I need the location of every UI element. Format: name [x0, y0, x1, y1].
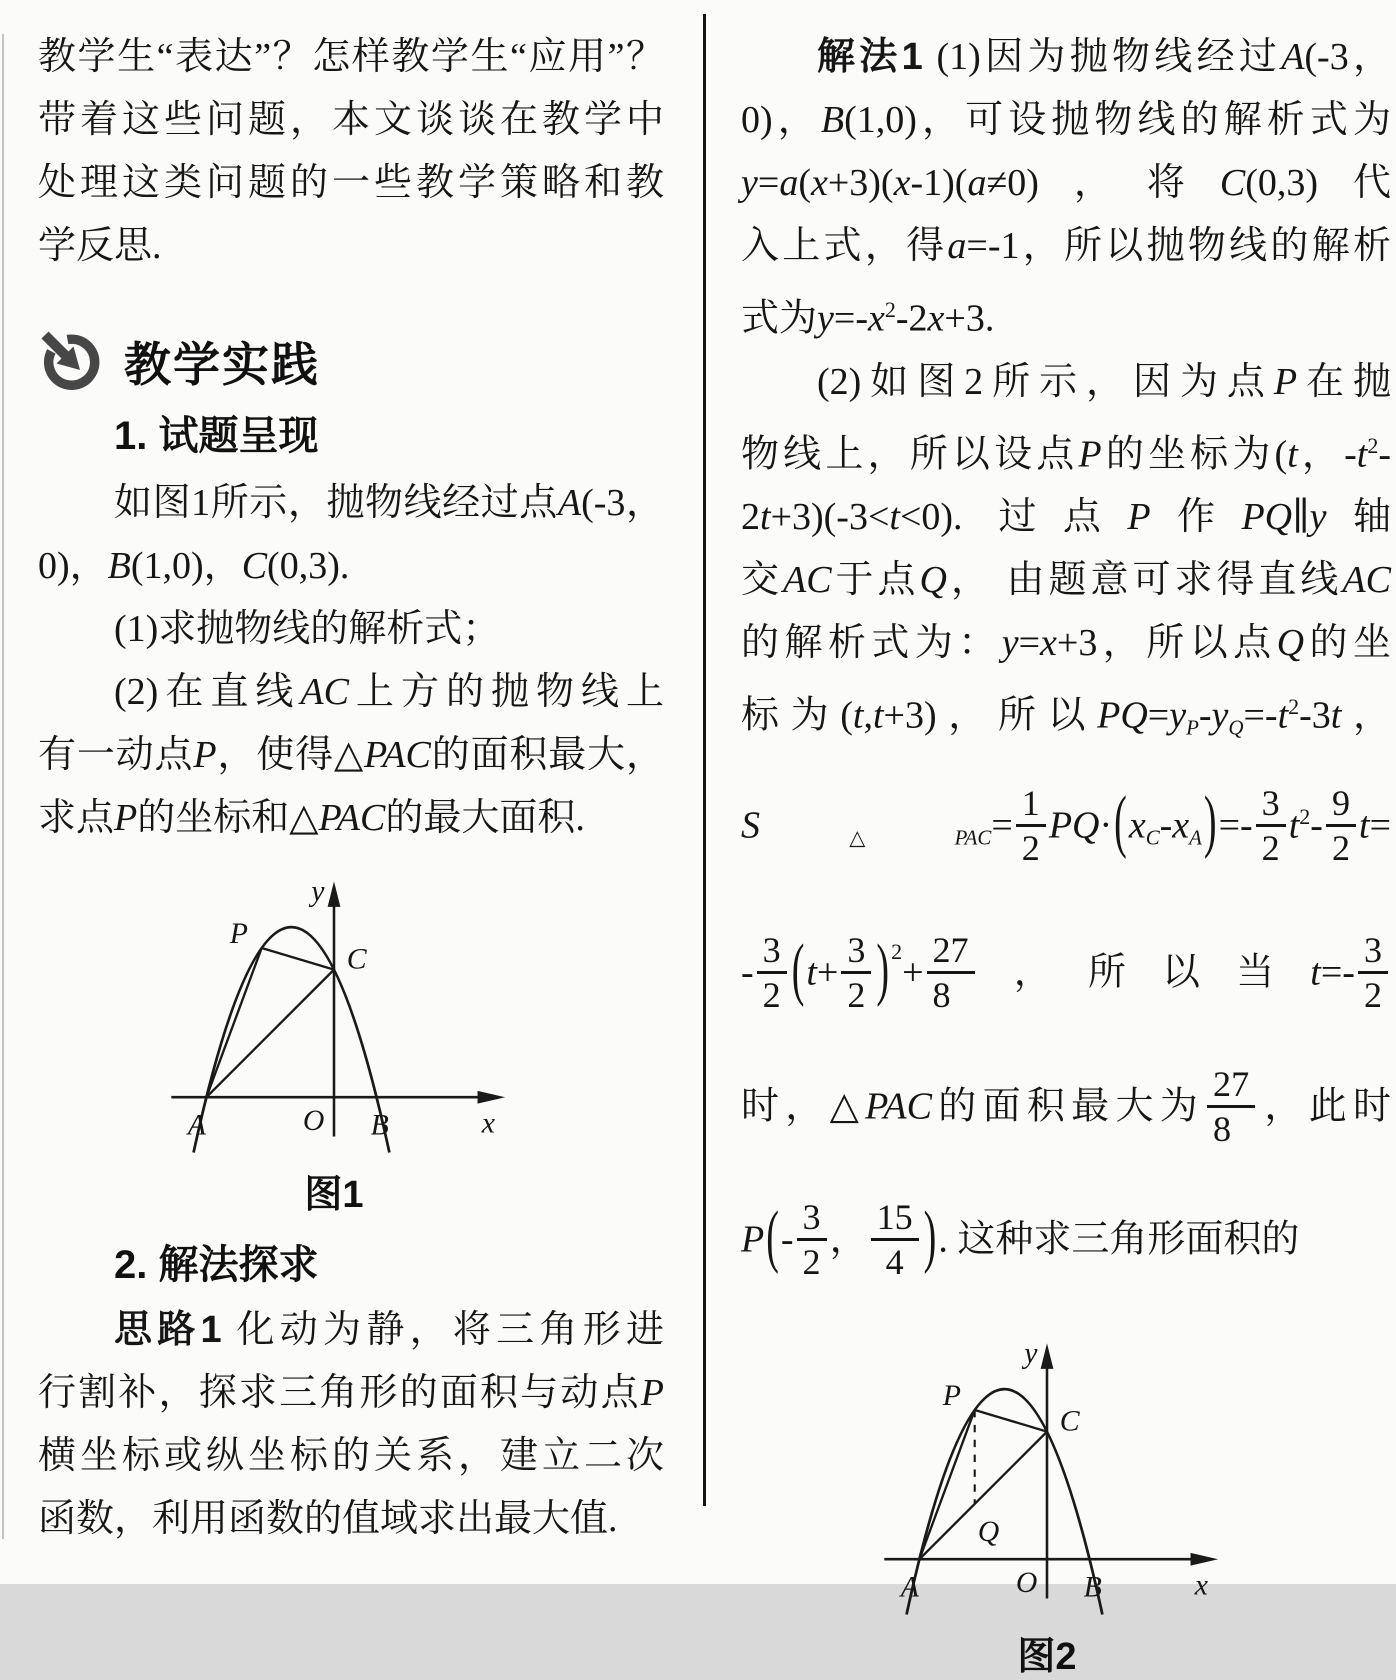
text-line — [38, 1425, 664, 1488]
math-variable: PAC — [364, 734, 431, 776]
text-line — [741, 549, 1391, 612]
math-variable: y — [1169, 694, 1187, 737]
math-variable: t — [1288, 804, 1300, 847]
text-run: (0,3)代 — [1245, 162, 1391, 204]
math-superscript: 2 — [884, 297, 896, 322]
math-big-paren: ) — [1203, 783, 1217, 862]
text-run: · — [1099, 804, 1113, 847]
text-line — [38, 724, 664, 787]
math-variable: P — [1127, 496, 1151, 539]
text-run: ，所以当 — [977, 951, 1311, 994]
math-variable: S — [741, 804, 760, 847]
text-run: 如图1所示，抛物线经过点 — [114, 482, 558, 524]
text-line — [741, 26, 1391, 89]
fraction-numerator: 3 — [802, 1197, 821, 1238]
text-run: ， — [829, 1218, 868, 1261]
fraction-numerator: 3 — [1261, 782, 1280, 823]
text-run: ， 由题意可求得直线 — [947, 559, 1343, 602]
text-line — [38, 598, 664, 661]
column-divider — [703, 14, 706, 1506]
text-line — [741, 895, 1391, 1042]
text-run: ∥ — [1292, 496, 1310, 539]
fraction-numerator: 3 — [1363, 930, 1382, 971]
label-P: P — [942, 1378, 961, 1412]
text-run: (1)求抛物线的解析式； — [114, 608, 501, 650]
math-variable: t — [872, 694, 884, 737]
text-run: ， — [1341, 694, 1391, 737]
text-run: - — [780, 1218, 794, 1261]
text-run: 作 — [1150, 496, 1242, 539]
text-run: = — [1018, 622, 1041, 665]
text-run: -2 — [895, 297, 928, 340]
page-edge-artifact — [2, 34, 4, 1539]
fraction-numerator: 9 — [1331, 782, 1350, 823]
subheading-2: 2. 解法探求 — [114, 1243, 319, 1287]
text-line — [38, 89, 664, 152]
text-line — [741, 414, 1391, 487]
math-variable: C — [1219, 162, 1246, 204]
math-variable: P — [193, 734, 217, 776]
math-variable: x — [1040, 622, 1057, 665]
math-variable: PQ — [1241, 496, 1293, 539]
math-variable: Q — [1276, 622, 1305, 665]
x-axis-arrow — [478, 1091, 506, 1104]
text-run: (2)在直线 — [114, 671, 301, 713]
bold-run: 思路1 — [114, 1309, 222, 1351]
math-fraction — [927, 931, 975, 1015]
text-run: - — [1198, 694, 1212, 737]
text-run: (1)因为抛物线经过 — [922, 36, 1282, 78]
text-run: 的坐标为( — [1101, 433, 1288, 476]
math-subscript: Q — [1228, 715, 1244, 740]
math-fraction — [1358, 931, 1388, 1015]
text-run: +3)(-3< — [770, 496, 890, 539]
math-fraction — [1207, 1065, 1255, 1149]
text-run: 0)， — [38, 545, 108, 587]
text-line — [741, 1176, 1391, 1310]
math-big-paren: ( — [791, 930, 805, 1009]
text-line — [741, 1043, 1391, 1177]
math-variable: PAC — [865, 1085, 932, 1128]
label-Q: Q — [977, 1514, 1000, 1548]
math-variable: t — [1359, 804, 1370, 847]
text-run: - — [741, 951, 754, 994]
text-run: = — [1147, 694, 1170, 737]
text-line — [38, 1488, 664, 1551]
text-run: (-3， — [1304, 36, 1392, 78]
fraction-numerator: 15 — [876, 1197, 913, 1238]
label-O: O — [1015, 1565, 1038, 1599]
text-run: +3. — [944, 297, 995, 340]
math-variable: t — [806, 951, 817, 994]
math-big-paren: ) — [876, 930, 890, 1009]
label-C: C — [346, 942, 367, 976]
math-variable: x — [1128, 804, 1146, 847]
math-variable: P — [1273, 360, 1298, 403]
text-line — [741, 612, 1391, 675]
math-fraction — [1326, 784, 1356, 868]
math-variable: t — [1310, 951, 1321, 994]
text-run: 的面积最大， — [430, 734, 664, 776]
text-run: = — [1369, 804, 1391, 847]
text-run: - — [1159, 804, 1173, 847]
label-x: x — [1194, 1568, 1208, 1602]
fraction-numerator: 27 — [1213, 1063, 1250, 1104]
text-run: 0)， — [741, 99, 821, 141]
fraction-denominator: 4 — [871, 1238, 919, 1281]
text-run: 式为 — [741, 297, 818, 340]
idea-paragraph — [38, 1299, 664, 1551]
text-run: =- — [1218, 804, 1253, 847]
text-run: <0). 过点 — [899, 496, 1128, 539]
text-line — [741, 152, 1391, 215]
text-line — [741, 278, 1391, 351]
math-variable: AC — [783, 559, 832, 602]
text-run: -3 — [1299, 694, 1331, 737]
fraction-denominator: 8 — [1207, 1105, 1255, 1148]
bold-run: 解法1 — [817, 36, 923, 78]
text-run: ，使得△ — [216, 734, 365, 776]
figure-1-plot — [116, 858, 552, 1161]
label-C: C — [1059, 1404, 1080, 1438]
math-variable: y — [741, 162, 758, 204]
text-run: =- — [1243, 694, 1278, 737]
text-run: - — [1310, 804, 1323, 847]
label-B: B — [370, 1108, 389, 1142]
math-variable: t — [1287, 433, 1298, 476]
math-big-paren: ) — [923, 1197, 937, 1276]
math-variable: y — [1309, 496, 1327, 539]
math-variable: t — [889, 496, 900, 539]
fraction-numerator: 3 — [762, 930, 781, 971]
text-line — [38, 661, 664, 724]
text-run: +3)，所以 — [883, 694, 1098, 737]
text-run: =-1，所以抛物线的解析 — [966, 225, 1391, 267]
fraction-denominator: 2 — [1256, 824, 1286, 867]
figure-2-caption: 图2 — [1017, 1635, 1077, 1678]
text-run: 上方的抛物线上 — [348, 671, 664, 713]
text-line — [38, 26, 664, 89]
text-run: 的坐标和△ — [137, 797, 319, 839]
fraction-denominator: 2 — [757, 971, 787, 1014]
math-variable: t — [1356, 433, 1368, 476]
label-y: y — [1024, 1336, 1038, 1370]
label-B: B — [1083, 1570, 1102, 1604]
math-variable: a — [947, 225, 967, 267]
fraction-denominator: 2 — [1358, 971, 1388, 1014]
math-fraction — [1016, 784, 1046, 868]
text-run: 轴 — [1326, 496, 1391, 539]
text-line — [741, 486, 1391, 549]
text-line — [741, 760, 1391, 896]
segment-AP — [206, 948, 261, 1097]
text-run: 的解析式为： — [741, 622, 1002, 665]
math-variable: C — [241, 545, 268, 587]
math-variable: B — [820, 99, 845, 141]
figure-1 — [116, 858, 552, 1218]
math-variable: Q — [919, 559, 947, 602]
text-run: 学反思. — [38, 225, 162, 267]
text-run: ( — [798, 162, 811, 204]
text-run: = — [991, 804, 1013, 847]
fraction-numerator: 1 — [1021, 782, 1040, 823]
text-line — [38, 787, 664, 850]
figure-2 — [829, 1320, 1265, 1680]
text-run: -1)( — [910, 162, 968, 204]
text-run: , — [863, 694, 873, 737]
math-variable: t — [1277, 694, 1289, 737]
math-fraction — [1256, 784, 1286, 868]
text-run: ≠0)，将 — [986, 162, 1220, 204]
math-variable: t — [1330, 694, 1342, 737]
math-variable: x — [927, 297, 945, 340]
math-variable: x — [1172, 804, 1190, 847]
math-superscript: 2 — [1288, 694, 1300, 720]
x-axis-arrow — [1191, 1553, 1219, 1566]
text-run: =- — [833, 297, 868, 340]
math-subscript: C — [1145, 825, 1160, 849]
math-variable: P — [640, 1372, 664, 1414]
text-run: (2)如图2所示，因为点 — [817, 360, 1274, 403]
fraction-denominator: 2 — [1016, 824, 1046, 867]
math-superscript: 2 — [1299, 803, 1311, 829]
fraction-denominator: 2 — [841, 971, 871, 1014]
math-variable: x — [867, 297, 885, 340]
math-variable: y — [817, 297, 834, 340]
label-P: P — [229, 917, 248, 951]
fraction-numerator: 3 — [847, 930, 866, 971]
text-run: 处理这类问题的一些教学策略和教 — [38, 162, 664, 204]
text-run: . 这种求三角形面积的 — [938, 1218, 1300, 1261]
segment-AP — [919, 1410, 974, 1559]
math-variable: AC — [1342, 559, 1391, 602]
text-run: + — [902, 951, 924, 994]
math-variable: PQ — [1048, 804, 1100, 847]
math-variable: y — [1211, 694, 1229, 737]
text-run: 2 — [741, 496, 760, 539]
section-title: 教学实践 — [124, 338, 320, 391]
text-line — [741, 89, 1391, 152]
text-line — [741, 675, 1391, 759]
text-run: +3，所以点 — [1056, 622, 1277, 665]
math-variable: A — [1281, 36, 1305, 78]
text-line — [38, 472, 664, 535]
math-subscript: A — [1189, 825, 1202, 849]
text-run: 在抛 — [1297, 360, 1391, 403]
label-A: A — [900, 1570, 919, 1604]
math-variable: B — [107, 545, 131, 587]
text-run: =- — [1320, 951, 1355, 994]
fraction-denominator: 2 — [1326, 824, 1356, 867]
text-run: (-3， — [581, 482, 664, 524]
right-column — [741, 26, 1391, 1680]
label-x: x — [481, 1106, 495, 1140]
math-variable: x — [810, 162, 828, 204]
math-variable: AC — [300, 671, 349, 713]
text-run: 的面积最大为 — [931, 1085, 1205, 1128]
math-variable: PAC — [318, 797, 386, 839]
math-superscript: 2 — [1367, 432, 1379, 458]
label-y: y — [311, 874, 325, 908]
circular-arrow-down-left-icon — [40, 330, 104, 394]
text-line — [38, 152, 664, 215]
label-A: A — [187, 1108, 206, 1142]
text-run: 的最大面积. — [385, 797, 585, 839]
text-run: 化动为静，将三角形进 — [221, 1309, 664, 1351]
y-axis-arrow — [328, 881, 341, 907]
text-run: 函数，利用函数的值域求出最大值. — [38, 1498, 618, 1540]
fraction-denominator: 8 — [927, 971, 975, 1014]
text-run: 求点 — [38, 797, 115, 839]
text-run: ，- — [1297, 433, 1357, 476]
text-run: = — [757, 162, 780, 204]
text-line — [741, 215, 1391, 278]
text-run: (0,3). — [267, 545, 350, 587]
label-O: O — [302, 1104, 325, 1138]
text-run: 标为( — [741, 694, 853, 737]
math-variable: t — [760, 496, 771, 539]
subheading-1: 1. 试题呈现 — [114, 414, 319, 458]
text-run: (1,0)，可设抛物线的解析式为 — [844, 99, 1391, 141]
text-run: (1,0)， — [130, 545, 242, 587]
text-run: 行割补，探求三角形的面积与动点 — [38, 1372, 641, 1414]
text-run: 有一动点 — [38, 734, 194, 776]
math-variable: P — [114, 797, 138, 839]
math-fraction — [757, 931, 787, 1015]
figure-2-plot — [829, 1320, 1265, 1623]
text-run: 教学生“表达”？怎样教学生“应用”？ — [38, 36, 664, 78]
text-run: ，此时 — [1258, 1085, 1391, 1128]
text-run: 于点 — [831, 559, 920, 602]
text-line — [741, 351, 1391, 414]
text-run: 时，△ — [741, 1085, 866, 1128]
math-variable: PQ — [1097, 694, 1148, 737]
text-run: +3)( — [827, 162, 894, 204]
math-fraction — [797, 1198, 827, 1282]
math-big-paren: ( — [766, 1197, 779, 1276]
figure-1-caption: 图1 — [304, 1174, 364, 1216]
text-line — [38, 1362, 664, 1425]
left-column — [38, 26, 664, 1551]
math-fraction — [841, 931, 871, 1015]
section-header — [40, 328, 664, 395]
text-run: 交 — [741, 559, 783, 602]
math-variable: a — [967, 162, 987, 204]
math-subscript: P — [1186, 715, 1199, 740]
text-line — [38, 215, 664, 278]
y-axis-arrow — [1041, 1343, 1054, 1369]
text-run: 物线上，所以设点 — [741, 433, 1079, 476]
math-variable: t — [852, 694, 864, 737]
math-subscript: △PAC — [760, 825, 992, 849]
math-variable: a — [779, 162, 799, 204]
solution-display-math — [741, 760, 1391, 1310]
text-run: 带着这些问题，本文谈谈在教学中 — [38, 99, 664, 141]
fraction-denominator: 2 — [797, 1238, 827, 1281]
math-variable: x — [893, 162, 911, 204]
math-variable: P — [741, 1218, 765, 1261]
math-variable: y — [1001, 622, 1019, 665]
text-line — [38, 535, 664, 598]
math-superscript: 2 — [891, 939, 903, 965]
math-variable: P — [1078, 433, 1102, 476]
text-run: 入上式，得 — [741, 225, 948, 267]
text-line — [38, 1299, 664, 1362]
problem-paragraph — [38, 472, 664, 850]
math-variable: A — [557, 482, 582, 524]
text-run: 横坐标或纵坐标的关系，建立二次 — [38, 1435, 664, 1477]
fraction-numerator: 27 — [932, 930, 969, 971]
solution-paragraph — [741, 26, 1391, 760]
math-big-paren: ( — [1114, 783, 1127, 862]
math-fraction — [871, 1198, 919, 1282]
text-run: 的坐 — [1304, 622, 1391, 665]
intro-paragraph — [38, 26, 664, 278]
text-run: + — [816, 951, 839, 994]
text-run: - — [1378, 433, 1391, 476]
